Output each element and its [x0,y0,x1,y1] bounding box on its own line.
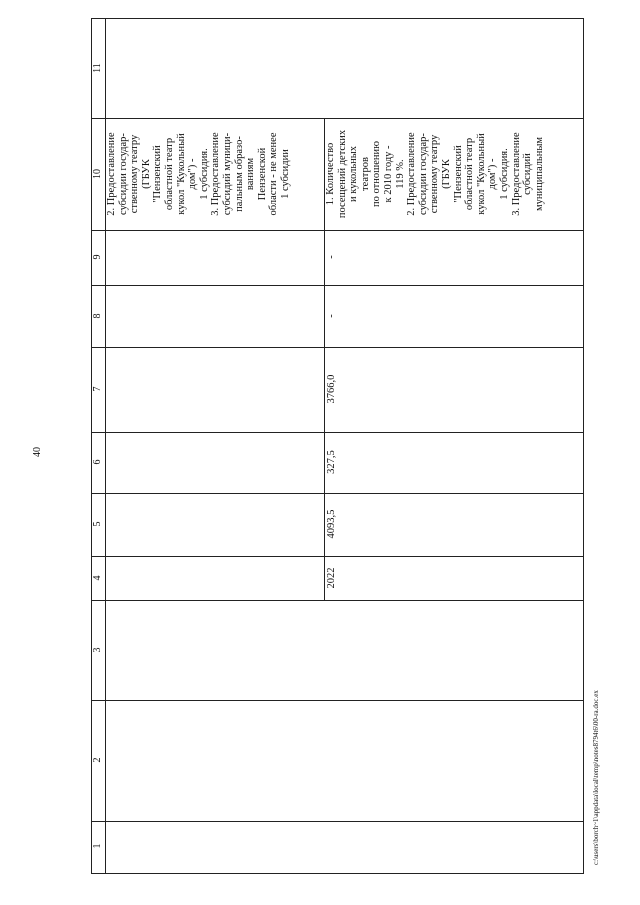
column-border [91,347,584,348]
column-border [91,556,584,557]
column-number: 9 [92,254,103,260]
indicator-cell-continued: 2. Предоставление субсидии государ- ственному театру (ГБУК "Пензенский областной театр кукол "Кукольный дом") - 1 субсидия. 3. Предоставление субсидий муници- пальным образо- ваниям Пензенской области - не менее 1 субсидии [106,132,291,216]
column-number: 6 [92,459,103,465]
amount-col6-cell: 327,5 [326,450,337,474]
column-border [91,700,584,701]
column-border [91,285,584,286]
footer-file-path: c:\users\borch~1\appdata\local\temp\notes8794t6\00-ra.doc.ex [592,690,600,865]
column-border [91,821,584,822]
column-border [91,230,584,231]
col8-cell: - [326,314,337,318]
column-number: 11 [92,63,103,73]
column-number: 3 [92,647,103,653]
indicator-cell: 1. Количество посещений детских и кукольных театров по отношению к 2010 году - 119 %. 2. Предоставление субсидии государ- ственному театру (ГБУК "Пензенский областной театр кукол "Кукольный дом") - 1 субсидия. 3. Предоставление субсидий муниципальным [325,129,545,219]
column-number: 8 [92,313,103,319]
page-number: 40 [32,447,43,457]
column-number: 4 [92,575,103,581]
total-amount-cell: 4093,5 [326,509,337,539]
column-border [91,600,584,601]
column-border [91,493,584,494]
column-border [91,432,584,433]
column-number: 5 [92,521,103,527]
col9-cell: - [326,255,337,259]
column-number: 2 [92,757,103,763]
year-cell: 2022 [326,567,337,589]
column-number: 7 [92,386,103,392]
column-number: 1 [92,843,103,849]
amount-col7-cell: 3766,0 [326,374,337,404]
column-number: 10 [92,169,103,179]
